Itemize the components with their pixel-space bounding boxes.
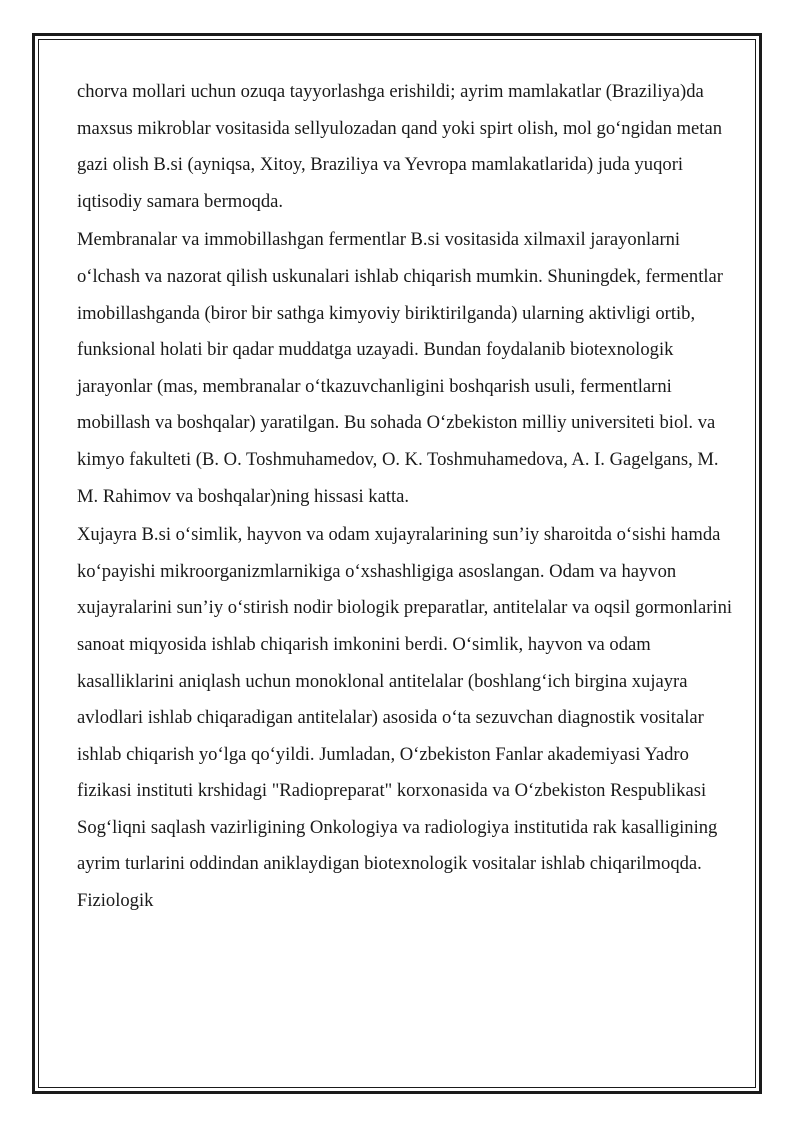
- paragraph-1: chorva mollari uchun ozuqa tayyorlashga erishildi; ayrim mamlakatlar (Braziliya)da maxsus mikroblar vositasida sellyulozadan qand yoki spirt olish, mol go‘ngidan metan gazi olish B.si (ayniqsa, Xitoy, Braziliya va Yevropa mamlakatlarida) juda yuqori iqtisodiy samara bermoqda.: [77, 81, 722, 212]
- paragraph-3: Xujayra B.si o‘simlik, hayvon va odam xujayralarining sun’iy sharoitda o‘sishi hamda ko‘payishi mikroorganizmlarnikiga o‘xshashligiga asoslangan. Odam va hayvon xujayralarini sun’iy o‘stirish nodir biologik preparatlar, antitelalar va oqsil gormonlarini sanoat miqyosida ishlab chiqarish imkonini berdi. O‘simlik, hayvon va odam kasalliklarini aniqlash uchun monoklonal antitelalar (boshlang‘ich birgina xujayra avlodlari ishlab chiqaradigan antitelalar) asosida o‘ta sezuvchan diagnostik vositalar ishlab chiqarish yo‘lga qo‘yildi. Jumladan, O‘zbekiston Fanlar akademiyasi Yadro fizikasi instituti krshidagi "Radiopreparat" korxonasida va O‘zbekiston Respublikasi Sog‘liqni saqlash vazirligining Onkologiya va radiologiya institutida rak kasalligining ayrim turlarini oddindan aniklaydigan biotexnologik vositalar ishlab chiqarilmoqda. Fiziologik: [77, 524, 733, 912]
- paragraph-2: Membranalar va immobillashgan fermentlar B.si vositasida xilmaxil jarayonlarni o‘lchash va nazorat qilish uskunalari ishlab chiqarish mumkin. Shuningdek, fermentlar imobillashganda (biror bir sathga kimyoviy biriktirilganda) ularning aktivligi ortib, funksional holati bir qadar muddatga uzayadi. Bundan foydalanib biotexnologik jarayonlar (mas, membranalar o‘tkazuvchanligini boshqarish usuli, fermentlarni mobillash va boshqalar) yaratilgan. Bu sohada O‘zbekiston milliy universiteti biol. va kimyo fakulteti (B. O. Toshmuhamedov, O. K. Toshmuhamedova, A. I. Gagelgans, M. M. Rahimov va boshqalar)ning hissasi katta.: [77, 229, 723, 507]
- document-body: [77, 74, 733, 922]
